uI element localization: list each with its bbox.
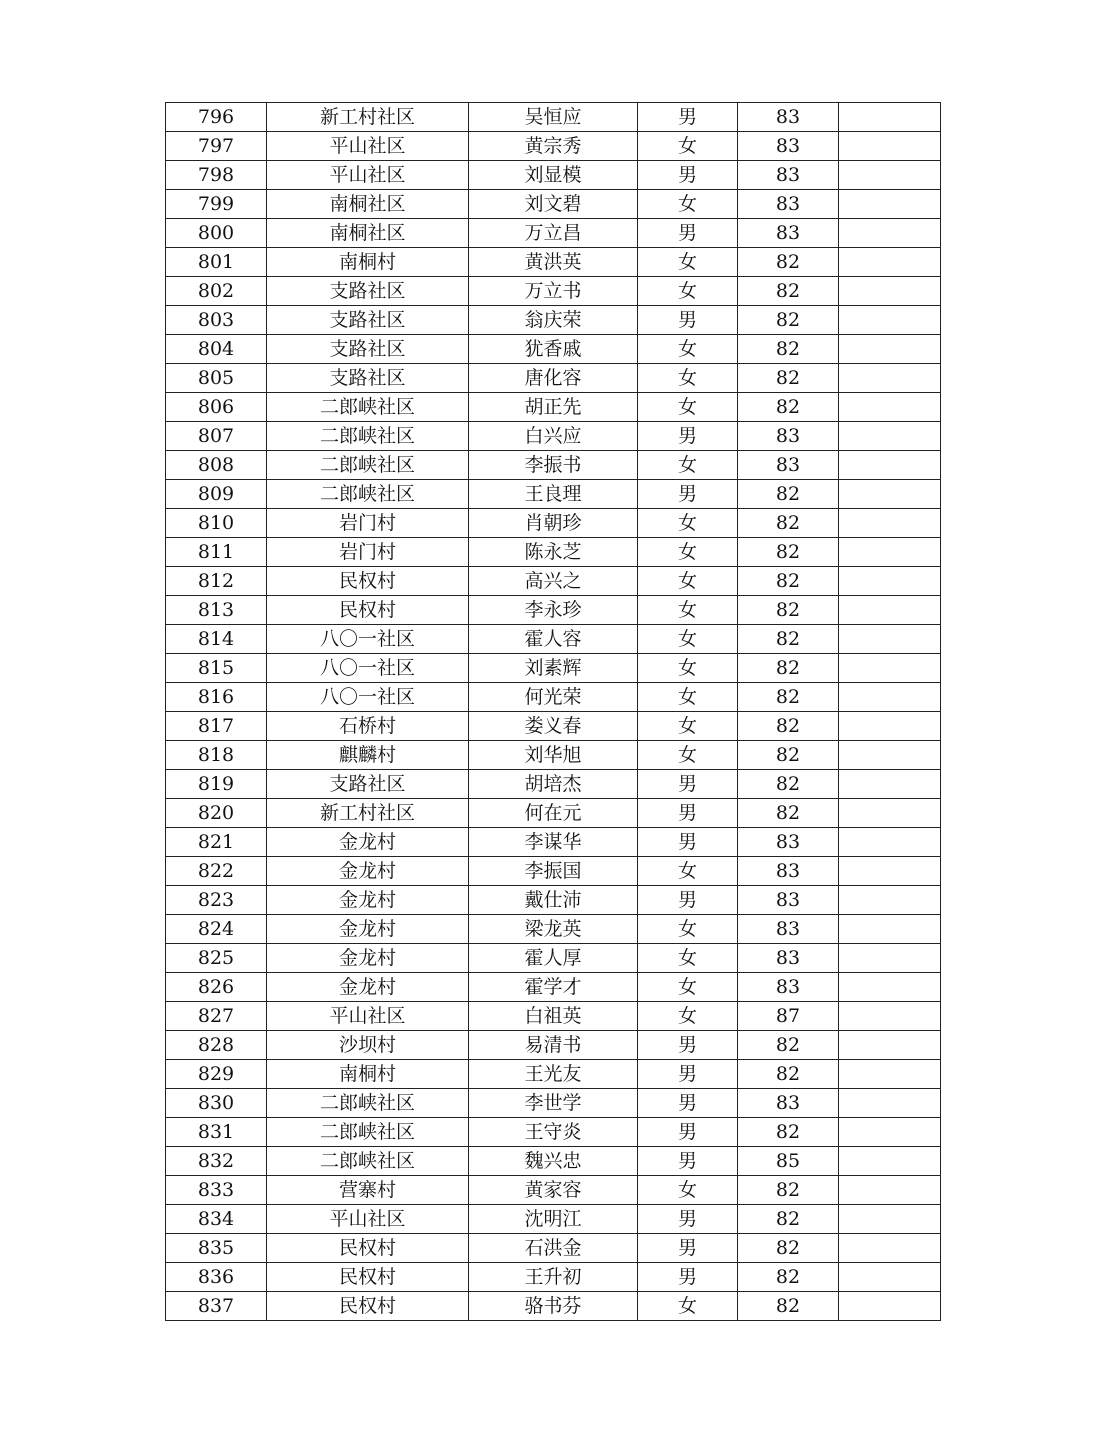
name-cell: 梁龙英 bbox=[469, 915, 638, 944]
table-row bbox=[166, 1176, 941, 1205]
note-cell bbox=[839, 1234, 941, 1263]
row-number-cell: 806 bbox=[166, 393, 267, 422]
age-cell: 83 bbox=[738, 1089, 839, 1118]
table-row bbox=[166, 1060, 941, 1089]
community-cell: 平山社区 bbox=[267, 1002, 469, 1031]
gender-cell: 男 bbox=[638, 799, 738, 828]
table-row bbox=[166, 654, 941, 683]
community-cell: 新工村社区 bbox=[267, 799, 469, 828]
table-row bbox=[166, 1147, 941, 1176]
note-cell bbox=[839, 1292, 941, 1321]
row-number-cell: 809 bbox=[166, 480, 267, 509]
age-cell: 83 bbox=[738, 451, 839, 480]
name-cell: 万立书 bbox=[469, 277, 638, 306]
table-row bbox=[166, 915, 941, 944]
age-cell: 82 bbox=[738, 393, 839, 422]
age-cell: 82 bbox=[738, 1263, 839, 1292]
name-cell: 霍人容 bbox=[469, 625, 638, 654]
age-cell: 82 bbox=[738, 364, 839, 393]
row-number-cell: 811 bbox=[166, 538, 267, 567]
name-cell: 易清书 bbox=[469, 1031, 638, 1060]
row-number-cell: 803 bbox=[166, 306, 267, 335]
table-row bbox=[166, 335, 941, 364]
name-cell: 刘素辉 bbox=[469, 654, 638, 683]
name-cell: 胡培杰 bbox=[469, 770, 638, 799]
gender-cell: 男 bbox=[638, 1089, 738, 1118]
note-cell bbox=[839, 944, 941, 973]
name-cell: 白兴应 bbox=[469, 422, 638, 451]
name-cell: 肖朝珍 bbox=[469, 509, 638, 538]
name-cell: 霍学才 bbox=[469, 973, 638, 1002]
note-cell bbox=[839, 422, 941, 451]
note-cell bbox=[839, 683, 941, 712]
age-cell: 82 bbox=[738, 1205, 839, 1234]
gender-cell: 男 bbox=[638, 1263, 738, 1292]
gender-cell: 女 bbox=[638, 190, 738, 219]
table-row bbox=[166, 886, 941, 915]
name-cell: 王守炎 bbox=[469, 1118, 638, 1147]
note-cell bbox=[839, 509, 941, 538]
note-cell bbox=[839, 1176, 941, 1205]
row-number-cell: 826 bbox=[166, 973, 267, 1002]
community-cell: 二郎峡社区 bbox=[267, 393, 469, 422]
table-row bbox=[166, 1234, 941, 1263]
note-cell bbox=[839, 1031, 941, 1060]
community-cell: 平山社区 bbox=[267, 132, 469, 161]
row-number-cell: 807 bbox=[166, 422, 267, 451]
gender-cell: 男 bbox=[638, 1031, 738, 1060]
community-cell: 民权村 bbox=[267, 1234, 469, 1263]
name-cell: 吴恒应 bbox=[469, 103, 638, 132]
row-number-cell: 815 bbox=[166, 654, 267, 683]
name-cell: 何光荣 bbox=[469, 683, 638, 712]
note-cell bbox=[839, 799, 941, 828]
note-cell bbox=[839, 1263, 941, 1292]
table-row bbox=[166, 567, 941, 596]
row-number-cell: 813 bbox=[166, 596, 267, 625]
age-cell: 82 bbox=[738, 1176, 839, 1205]
age-cell: 82 bbox=[738, 480, 839, 509]
name-cell: 万立昌 bbox=[469, 219, 638, 248]
community-cell: 二郎峡社区 bbox=[267, 451, 469, 480]
age-cell: 83 bbox=[738, 422, 839, 451]
row-number-cell: 835 bbox=[166, 1234, 267, 1263]
name-cell: 骆书芬 bbox=[469, 1292, 638, 1321]
name-cell: 石洪金 bbox=[469, 1234, 638, 1263]
note-cell bbox=[839, 248, 941, 277]
community-cell: 金龙村 bbox=[267, 944, 469, 973]
community-cell: 八〇一社区 bbox=[267, 625, 469, 654]
row-number-cell: 804 bbox=[166, 335, 267, 364]
community-cell: 沙坝村 bbox=[267, 1031, 469, 1060]
note-cell bbox=[839, 567, 941, 596]
note-cell bbox=[839, 451, 941, 480]
note-cell bbox=[839, 915, 941, 944]
name-cell: 唐化容 bbox=[469, 364, 638, 393]
community-cell: 支路社区 bbox=[267, 335, 469, 364]
table-row bbox=[166, 683, 941, 712]
gender-cell: 女 bbox=[638, 973, 738, 1002]
age-cell: 83 bbox=[738, 915, 839, 944]
community-cell: 麒麟村 bbox=[267, 741, 469, 770]
row-number-cell: 820 bbox=[166, 799, 267, 828]
table-row bbox=[166, 1089, 941, 1118]
note-cell bbox=[839, 1060, 941, 1089]
name-cell: 霍人厚 bbox=[469, 944, 638, 973]
name-cell: 陈永芝 bbox=[469, 538, 638, 567]
table-row bbox=[166, 799, 941, 828]
gender-cell: 男 bbox=[638, 306, 738, 335]
row-number-cell: 817 bbox=[166, 712, 267, 741]
note-cell bbox=[839, 1205, 941, 1234]
table-row bbox=[166, 277, 941, 306]
row-number-cell: 828 bbox=[166, 1031, 267, 1060]
name-cell: 高兴之 bbox=[469, 567, 638, 596]
community-cell: 民权村 bbox=[267, 567, 469, 596]
gender-cell: 男 bbox=[638, 219, 738, 248]
age-cell: 82 bbox=[738, 1060, 839, 1089]
name-cell: 犹香戚 bbox=[469, 335, 638, 364]
gender-cell: 女 bbox=[638, 393, 738, 422]
gender-cell: 男 bbox=[638, 770, 738, 799]
age-cell: 82 bbox=[738, 1031, 839, 1060]
gender-cell: 女 bbox=[638, 712, 738, 741]
row-number-cell: 812 bbox=[166, 567, 267, 596]
community-cell: 岩门村 bbox=[267, 509, 469, 538]
community-cell: 八〇一社区 bbox=[267, 683, 469, 712]
gender-cell: 男 bbox=[638, 886, 738, 915]
table-row bbox=[166, 741, 941, 770]
note-cell bbox=[839, 886, 941, 915]
gender-cell: 女 bbox=[638, 509, 738, 538]
table-row bbox=[166, 712, 941, 741]
note-cell bbox=[839, 393, 941, 422]
gender-cell: 女 bbox=[638, 857, 738, 886]
note-cell bbox=[839, 277, 941, 306]
row-number-cell: 821 bbox=[166, 828, 267, 857]
age-cell: 82 bbox=[738, 683, 839, 712]
note-cell bbox=[839, 364, 941, 393]
community-cell: 支路社区 bbox=[267, 306, 469, 335]
note-cell bbox=[839, 1002, 941, 1031]
community-cell: 南桐社区 bbox=[267, 190, 469, 219]
table-row bbox=[166, 538, 941, 567]
gender-cell: 女 bbox=[638, 915, 738, 944]
gender-cell: 女 bbox=[638, 451, 738, 480]
table-row bbox=[166, 770, 941, 799]
row-number-cell: 819 bbox=[166, 770, 267, 799]
note-cell bbox=[839, 1118, 941, 1147]
age-cell: 82 bbox=[738, 306, 839, 335]
age-cell: 82 bbox=[738, 596, 839, 625]
gender-cell: 女 bbox=[638, 1002, 738, 1031]
age-cell: 82 bbox=[738, 799, 839, 828]
row-number-cell: 796 bbox=[166, 103, 267, 132]
table-row bbox=[166, 103, 941, 132]
gender-cell: 男 bbox=[638, 161, 738, 190]
table-row bbox=[166, 393, 941, 422]
name-cell: 李振书 bbox=[469, 451, 638, 480]
row-number-cell: 802 bbox=[166, 277, 267, 306]
table-row bbox=[166, 1118, 941, 1147]
age-cell: 82 bbox=[738, 625, 839, 654]
community-cell: 二郎峡社区 bbox=[267, 1147, 469, 1176]
note-cell bbox=[839, 306, 941, 335]
name-cell: 李世学 bbox=[469, 1089, 638, 1118]
note-cell bbox=[839, 538, 941, 567]
community-cell: 民权村 bbox=[267, 1263, 469, 1292]
note-cell bbox=[839, 654, 941, 683]
gender-cell: 女 bbox=[638, 1292, 738, 1321]
row-number-cell: 830 bbox=[166, 1089, 267, 1118]
community-cell: 营寨村 bbox=[267, 1176, 469, 1205]
note-cell bbox=[839, 335, 941, 364]
gender-cell: 男 bbox=[638, 422, 738, 451]
age-cell: 82 bbox=[738, 654, 839, 683]
community-cell: 南桐村 bbox=[267, 1060, 469, 1089]
gender-cell: 女 bbox=[638, 538, 738, 567]
table-row bbox=[166, 625, 941, 654]
age-cell: 83 bbox=[738, 161, 839, 190]
age-cell: 82 bbox=[738, 770, 839, 799]
note-cell bbox=[839, 1089, 941, 1118]
row-number-cell: 818 bbox=[166, 741, 267, 770]
note-cell bbox=[839, 596, 941, 625]
name-cell: 刘华旭 bbox=[469, 741, 638, 770]
row-number-cell: 836 bbox=[166, 1263, 267, 1292]
note-cell bbox=[839, 625, 941, 654]
gender-cell: 男 bbox=[638, 480, 738, 509]
community-cell: 金龙村 bbox=[267, 857, 469, 886]
community-cell: 民权村 bbox=[267, 1292, 469, 1321]
note-cell bbox=[839, 712, 941, 741]
roster-table bbox=[165, 102, 941, 1321]
name-cell: 刘显模 bbox=[469, 161, 638, 190]
community-cell: 支路社区 bbox=[267, 364, 469, 393]
row-number-cell: 800 bbox=[166, 219, 267, 248]
row-number-cell: 833 bbox=[166, 1176, 267, 1205]
name-cell: 黄洪英 bbox=[469, 248, 638, 277]
row-number-cell: 834 bbox=[166, 1205, 267, 1234]
table-row bbox=[166, 1205, 941, 1234]
gender-cell: 男 bbox=[638, 1234, 738, 1263]
age-cell: 82 bbox=[738, 712, 839, 741]
row-number-cell: 824 bbox=[166, 915, 267, 944]
table-row bbox=[166, 132, 941, 161]
row-number-cell: 825 bbox=[166, 944, 267, 973]
gender-cell: 女 bbox=[638, 944, 738, 973]
age-cell: 82 bbox=[738, 277, 839, 306]
age-cell: 87 bbox=[738, 1002, 839, 1031]
name-cell: 王升初 bbox=[469, 1263, 638, 1292]
community-cell: 金龙村 bbox=[267, 973, 469, 1002]
name-cell: 李振国 bbox=[469, 857, 638, 886]
table-row bbox=[166, 451, 941, 480]
name-cell: 戴仕沛 bbox=[469, 886, 638, 915]
note-cell bbox=[839, 219, 941, 248]
name-cell: 白祖英 bbox=[469, 1002, 638, 1031]
gender-cell: 男 bbox=[638, 1205, 738, 1234]
name-cell: 何在元 bbox=[469, 799, 638, 828]
community-cell: 岩门村 bbox=[267, 538, 469, 567]
table-row bbox=[166, 1263, 941, 1292]
age-cell: 82 bbox=[738, 335, 839, 364]
gender-cell: 女 bbox=[638, 277, 738, 306]
note-cell bbox=[839, 973, 941, 1002]
gender-cell: 男 bbox=[638, 1118, 738, 1147]
community-cell: 二郎峡社区 bbox=[267, 480, 469, 509]
row-number-cell: 799 bbox=[166, 190, 267, 219]
gender-cell: 女 bbox=[638, 248, 738, 277]
name-cell: 翁庆荣 bbox=[469, 306, 638, 335]
row-number-cell: 831 bbox=[166, 1118, 267, 1147]
age-cell: 83 bbox=[738, 132, 839, 161]
community-cell: 平山社区 bbox=[267, 161, 469, 190]
note-cell bbox=[839, 103, 941, 132]
gender-cell: 女 bbox=[638, 364, 738, 393]
table-row bbox=[166, 364, 941, 393]
community-cell: 南桐村 bbox=[267, 248, 469, 277]
gender-cell: 女 bbox=[638, 335, 738, 364]
name-cell: 李永珍 bbox=[469, 596, 638, 625]
name-cell: 黄宗秀 bbox=[469, 132, 638, 161]
age-cell: 82 bbox=[738, 1118, 839, 1147]
age-cell: 82 bbox=[738, 509, 839, 538]
name-cell: 王良理 bbox=[469, 480, 638, 509]
table-row bbox=[166, 480, 941, 509]
gender-cell: 男 bbox=[638, 103, 738, 132]
age-cell: 82 bbox=[738, 538, 839, 567]
row-number-cell: 823 bbox=[166, 886, 267, 915]
gender-cell: 女 bbox=[638, 625, 738, 654]
row-number-cell: 816 bbox=[166, 683, 267, 712]
note-cell bbox=[839, 741, 941, 770]
table-row bbox=[166, 857, 941, 886]
note-cell bbox=[839, 480, 941, 509]
table-row bbox=[166, 190, 941, 219]
row-number-cell: 810 bbox=[166, 509, 267, 538]
gender-cell: 男 bbox=[638, 1060, 738, 1089]
community-cell: 二郎峡社区 bbox=[267, 422, 469, 451]
community-cell: 新工村社区 bbox=[267, 103, 469, 132]
age-cell: 82 bbox=[738, 741, 839, 770]
community-cell: 支路社区 bbox=[267, 770, 469, 799]
table-row bbox=[166, 509, 941, 538]
community-cell: 支路社区 bbox=[267, 277, 469, 306]
name-cell: 王光友 bbox=[469, 1060, 638, 1089]
age-cell: 82 bbox=[738, 567, 839, 596]
age-cell: 83 bbox=[738, 857, 839, 886]
community-cell: 二郎峡社区 bbox=[267, 1118, 469, 1147]
row-number-cell: 832 bbox=[166, 1147, 267, 1176]
age-cell: 83 bbox=[738, 944, 839, 973]
community-cell: 民权村 bbox=[267, 596, 469, 625]
row-number-cell: 801 bbox=[166, 248, 267, 277]
gender-cell: 男 bbox=[638, 1147, 738, 1176]
gender-cell: 女 bbox=[638, 1176, 738, 1205]
age-cell: 83 bbox=[738, 219, 839, 248]
community-cell: 石桥村 bbox=[267, 712, 469, 741]
note-cell bbox=[839, 161, 941, 190]
table-row bbox=[166, 828, 941, 857]
age-cell: 85 bbox=[738, 1147, 839, 1176]
community-cell: 八〇一社区 bbox=[267, 654, 469, 683]
age-cell: 83 bbox=[738, 103, 839, 132]
note-cell bbox=[839, 770, 941, 799]
table-row bbox=[166, 219, 941, 248]
age-cell: 82 bbox=[738, 248, 839, 277]
gender-cell: 女 bbox=[638, 654, 738, 683]
table-row bbox=[166, 596, 941, 625]
row-number-cell: 837 bbox=[166, 1292, 267, 1321]
table-row bbox=[166, 1002, 941, 1031]
gender-cell: 女 bbox=[638, 683, 738, 712]
gender-cell: 女 bbox=[638, 132, 738, 161]
community-cell: 平山社区 bbox=[267, 1205, 469, 1234]
age-cell: 83 bbox=[738, 190, 839, 219]
row-number-cell: 814 bbox=[166, 625, 267, 654]
table-row bbox=[166, 306, 941, 335]
table-row bbox=[166, 944, 941, 973]
table-row bbox=[166, 1292, 941, 1321]
age-cell: 82 bbox=[738, 1234, 839, 1263]
table-row bbox=[166, 248, 941, 277]
row-number-cell: 805 bbox=[166, 364, 267, 393]
gender-cell: 男 bbox=[638, 828, 738, 857]
row-number-cell: 822 bbox=[166, 857, 267, 886]
name-cell: 刘文碧 bbox=[469, 190, 638, 219]
community-cell: 金龙村 bbox=[267, 886, 469, 915]
age-cell: 82 bbox=[738, 1292, 839, 1321]
age-cell: 83 bbox=[738, 828, 839, 857]
note-cell bbox=[839, 828, 941, 857]
row-number-cell: 797 bbox=[166, 132, 267, 161]
note-cell bbox=[839, 190, 941, 219]
name-cell: 胡正先 bbox=[469, 393, 638, 422]
age-cell: 83 bbox=[738, 886, 839, 915]
age-cell: 83 bbox=[738, 973, 839, 1002]
community-cell: 南桐社区 bbox=[267, 219, 469, 248]
roster-table-body bbox=[166, 103, 941, 1321]
gender-cell: 女 bbox=[638, 567, 738, 596]
community-cell: 二郎峡社区 bbox=[267, 1089, 469, 1118]
name-cell: 黄家容 bbox=[469, 1176, 638, 1205]
row-number-cell: 829 bbox=[166, 1060, 267, 1089]
note-cell bbox=[839, 857, 941, 886]
row-number-cell: 798 bbox=[166, 161, 267, 190]
community-cell: 金龙村 bbox=[267, 828, 469, 857]
table-row bbox=[166, 161, 941, 190]
gender-cell: 女 bbox=[638, 741, 738, 770]
note-cell bbox=[839, 132, 941, 161]
gender-cell: 女 bbox=[638, 596, 738, 625]
table-row bbox=[166, 422, 941, 451]
community-cell: 金龙村 bbox=[267, 915, 469, 944]
name-cell: 李谋华 bbox=[469, 828, 638, 857]
table-row bbox=[166, 1031, 941, 1060]
row-number-cell: 827 bbox=[166, 1002, 267, 1031]
name-cell: 娄义春 bbox=[469, 712, 638, 741]
note-cell bbox=[839, 1147, 941, 1176]
name-cell: 沈明江 bbox=[469, 1205, 638, 1234]
name-cell: 魏兴忠 bbox=[469, 1147, 638, 1176]
table-row bbox=[166, 973, 941, 1002]
row-number-cell: 808 bbox=[166, 451, 267, 480]
